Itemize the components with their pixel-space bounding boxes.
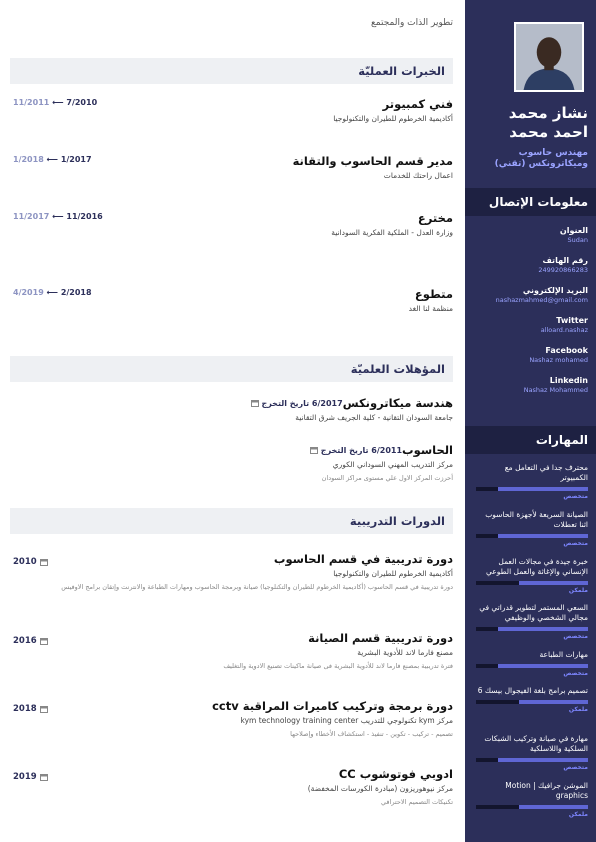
contact-label: Facebook: [545, 346, 588, 355]
course-item: [13, 766, 453, 807]
skill-level: ملمكن: [568, 706, 588, 713]
contact-value[interactable]: nashazmahmed@gmail.com: [495, 296, 588, 304]
skill-name: الصيانة السريعة لأجهزة الحاسوب اثنا تعطلات: [485, 510, 588, 529]
date-range: 11/2011 ⟵ 7/2010: [13, 98, 98, 107]
experience-title: مدير قسم الحاسوب والتقانة: [292, 154, 453, 168]
course-org: مركز نيوهوريزون (مبادرة الكورسات المخفضة): [307, 784, 453, 793]
skill-bar-fill: [519, 581, 588, 585]
course-desc: دورة تدريبية في قسم الحاسوب (أكاديمية الخرطوم للطيران والتكنلوجيا) صيانة وبرمجة الحاسوب ومهارات الطباعة والانترنت وإتقان برامج الاوفيس: [61, 583, 453, 591]
course-title: دورة برمجة وتركيب كاميرات المراقبة cctv: [212, 699, 453, 713]
skill-name: خبرة جيدة في مجالات العمل الإنساني والإغاثة والعمل الطوعي: [486, 557, 588, 576]
calendar-icon: [40, 558, 48, 566]
course-desc: تصميم - تركيب - تكوين - تنفيذ - استكشاف الأخطاء وإصلاحها: [290, 730, 453, 738]
skill-bar: [476, 487, 588, 491]
skill-item: [475, 650, 588, 678]
course-item: [13, 551, 453, 592]
contact-value: 249920866283: [538, 266, 588, 274]
qualification-title: الحاسوب: [402, 443, 453, 457]
contact-label: العنوان: [559, 226, 588, 235]
skill-bar-fill: [498, 487, 588, 491]
skill-level: ملمكن: [568, 587, 588, 594]
course-title: ادوبي فوتوشوب CC: [338, 767, 453, 781]
contact-value: Sudan: [567, 236, 588, 244]
experience-heading: الخبرات العمليّة: [10, 58, 453, 84]
skill-bar-fill: [498, 664, 588, 668]
qualification-org: مركز التدريب المهني السوداني الكوري: [332, 460, 453, 469]
calendar-icon: [40, 773, 48, 781]
experience-org: أكاديمية الخرطوم للطيران والتكنولوجيا: [333, 114, 453, 123]
course-item: [13, 630, 453, 671]
skill-item: [475, 557, 588, 595]
skill-bar: [476, 627, 588, 631]
course-year: 2019: [13, 772, 48, 782]
date-from: 1/2017: [60, 155, 92, 164]
skill-level: ملمكن: [568, 811, 588, 818]
skill-level: متخصص: [563, 633, 588, 640]
skill-bar: [476, 664, 588, 668]
date-range: 4/2019 ⟵ 2/2018: [13, 288, 92, 297]
qualification-org: جامعة السودان التقانية - كلية الجريف شرق التقانية: [295, 413, 453, 422]
experience-item: [13, 210, 453, 239]
course-org: أكاديمية الخرطوم للطيران والتكنولوجيا: [333, 569, 453, 578]
qualification-item: [13, 395, 453, 424]
course-title: دورة تدريبية في قسم الحاسوب: [273, 552, 453, 566]
experience-item: [13, 96, 453, 125]
tagline: تطوير الذات والمجتمع: [371, 18, 453, 28]
qualification-item: [13, 442, 453, 483]
date-range: 11/2017 ⟵ 11/2016: [13, 212, 103, 221]
skill-bar: [476, 534, 588, 538]
experience-title: مخترع: [417, 211, 453, 225]
course-org: مصنع فارما لاند للأدوية البشرية: [357, 648, 453, 657]
skill-bar-fill: [519, 805, 588, 809]
contact-facebook: [470, 345, 588, 365]
course-year: 2018: [13, 704, 48, 714]
contact-heading: معلومات الإتصال: [465, 188, 596, 216]
date-to: 4/2019: [13, 288, 44, 297]
skill-name: مهارات الطباعة: [539, 650, 588, 659]
skill-name: محترف جدا في التعامل مع الكمبيوتر: [504, 463, 588, 482]
experience-item: [13, 286, 453, 315]
calendar-icon: [310, 446, 318, 454]
calendar-icon: [40, 705, 48, 713]
skill-level: متخصص: [563, 670, 588, 677]
profile-job-title: مهندس حاسوب وميكاترونكس (تقني): [494, 148, 588, 169]
experience-org: اعمال راحتك للخدمات: [383, 171, 453, 180]
contact-linkedin: [470, 375, 588, 395]
skill-name: مهارة في صيانة وتركيب الشبكات السلكية واللاسلكية: [484, 734, 588, 753]
experience-title: فني كمبيوتر: [382, 97, 453, 111]
sidebar: [465, 0, 596, 842]
contact-label: Twitter: [556, 316, 588, 325]
contact-email: [470, 285, 588, 305]
date-range: 1/2018 ⟵ 1/2017: [13, 155, 92, 164]
contact-address: [470, 225, 588, 245]
date-to: 1/2018: [13, 155, 44, 164]
course-org: مركز kym تكنولوجي للتدريب kym technology training center: [240, 716, 453, 725]
contact-label: رقم الهاتف: [542, 256, 588, 265]
skill-bar: [476, 758, 588, 762]
experience-org: وزارة العدل - الملكية الفكرية السودانية: [331, 228, 453, 237]
skill-bar-fill: [498, 534, 588, 538]
skill-item: [475, 781, 588, 819]
contact-twitter: [470, 315, 588, 335]
contact-value[interactable]: Nashaz Mohammed: [523, 386, 588, 394]
course-item: [13, 698, 453, 739]
skill-bar-fill: [498, 627, 588, 631]
profile-name: نشاز محمد احمد محمد: [508, 104, 588, 141]
skill-item: [475, 603, 588, 641]
skill-item: [475, 463, 588, 501]
skill-name: تصميم برامج بلغة الفيجوال بيسك 6: [477, 686, 588, 695]
graduation-date: 6/2017: [311, 398, 343, 408]
skills-heading: المهارات: [465, 426, 596, 454]
contact-label: Linkedin: [549, 376, 588, 385]
experience-item: [13, 153, 453, 182]
contact-phone: [470, 255, 588, 275]
skill-item: [475, 734, 588, 772]
graduation-date: 6/2011: [371, 445, 403, 455]
date-from: 11/2016: [66, 212, 103, 221]
experience-org: منظمة لنا الغد: [408, 304, 453, 313]
skill-name: الموشن جرافيك | Motion graphics: [505, 781, 588, 800]
skill-level: متخصص: [563, 764, 588, 771]
contact-label: البريد الإلكتروني: [522, 286, 588, 295]
skill-level: متخصص: [563, 493, 588, 500]
course-desc: فترة تدريبية بمصنع فارما لاند للأدوية البشرية فى صيانة ماكينات تصنيع الادوية والتغليف: [223, 662, 453, 670]
skill-level: متخصص: [563, 540, 588, 547]
date-to: 11/2011: [13, 98, 50, 107]
graduation-label: تاريخ التخرج: [320, 445, 369, 455]
courses-heading: الدورات التدريبية: [10, 508, 453, 534]
skill-name: السعي المستمر لتطوير قدراتي في مجالي الشخصي والوظيفي: [479, 603, 588, 622]
profile-photo: [514, 22, 584, 92]
date-from: 7/2010: [66, 98, 98, 107]
skill-item: [475, 510, 588, 548]
qualification-title: هندسة ميكاترونكس: [342, 396, 453, 410]
skill-bar-fill: [498, 758, 588, 762]
course-year: 2016: [13, 636, 48, 646]
contact-value[interactable]: Nashaz mohamed: [529, 356, 588, 364]
skill-bar: [476, 581, 588, 585]
date-to: 11/2017: [13, 212, 50, 221]
qualification-note: أحرزت المركز الاول علي مستوى مراكز السودان: [321, 474, 453, 482]
course-year: 2010: [13, 557, 48, 567]
skill-bar: [476, 700, 588, 704]
date-from: 2/2018: [60, 288, 92, 297]
skill-item: [475, 686, 588, 714]
calendar-icon: [40, 637, 48, 645]
skill-bar-fill: [519, 700, 588, 704]
calendar-icon: [251, 399, 259, 407]
experience-title: متطوع: [414, 287, 453, 301]
graduation-label: تاريخ التخرج: [261, 398, 310, 408]
qualifications-heading: المؤهلات العلميّة: [10, 356, 453, 382]
course-title: دورة تدريبية قسم الصيانة: [308, 631, 453, 645]
contact-value[interactable]: alloard.nashaz: [540, 326, 588, 334]
course-desc: تكنيكات التصميم الاحترافي: [381, 798, 453, 806]
skill-bar: [476, 805, 588, 809]
